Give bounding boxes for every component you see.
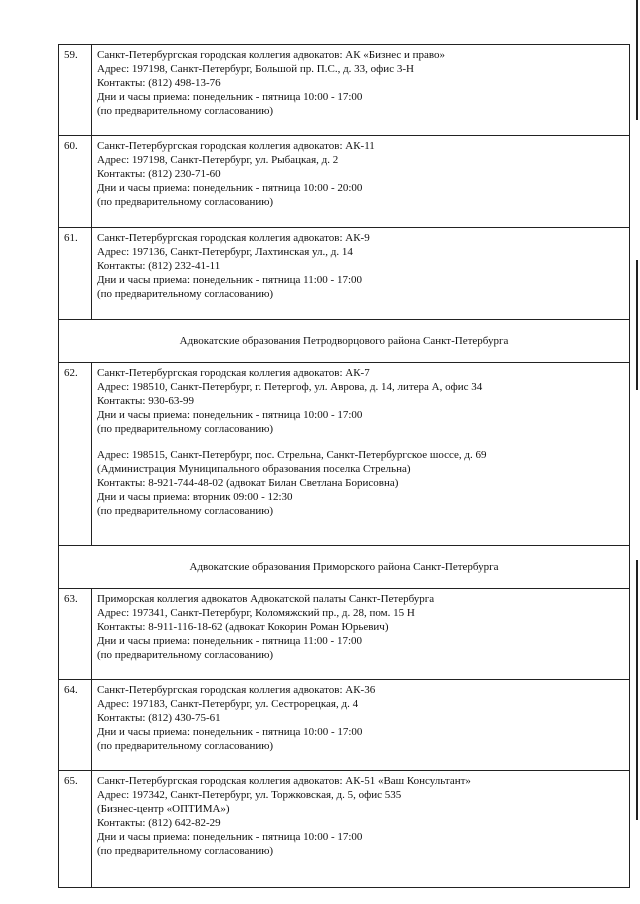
address: Адрес: 197341, Санкт-Петербург, Коломяжский пр., д. 28, пом. 15 Н: [97, 607, 415, 619]
entry-row-65: [59, 771, 629, 888]
hours-2: Дни и часы приема: вторник 09:00 - 12:30: [97, 491, 293, 503]
org-name: Приморская коллегия адвокатов Адвокатской палаты Санкт-Петербурга: [97, 593, 435, 605]
hours: Дни и часы приема: понедельник - пятница 11:00 - 17:00: [97, 274, 363, 286]
contacts: Контакты: (812) 642-82-29: [97, 817, 221, 829]
spacer: [97, 436, 623, 448]
entry-number: 62.: [59, 363, 92, 545]
contacts: Контакты: 930-63-99: [97, 395, 195, 407]
entry-body: [97, 592, 623, 662]
entry-number: 59.: [59, 45, 92, 135]
contacts: Контакты: 8-911-116-18-62 (адвокат Кокорин Роман Юрьевич): [97, 621, 389, 633]
scan-edge-mark: [636, 260, 638, 390]
entry-number: 61.: [59, 228, 92, 319]
entry-body: [97, 231, 623, 301]
entry-number: 64.: [59, 680, 92, 770]
section-title: Адвокатские образования Приморского района Санкт-Петербурга: [189, 561, 499, 573]
entry-row-64: [59, 680, 629, 771]
org-name: Санкт-Петербургская городская коллегия адвокатов: АК-11: [97, 140, 375, 152]
hours: Дни и часы приема: понедельник - пятница 10:00 - 20:00: [97, 182, 363, 194]
hours: Дни и часы приема: понедельник - пятница 11:00 - 17:00: [97, 635, 363, 647]
note: (по предварительному согласованию): [97, 649, 274, 661]
entry-row-63: [59, 589, 629, 680]
entry-row-61: [59, 228, 629, 320]
scan-edge-mark: [636, 0, 638, 120]
contacts: Контакты: (812) 498-13-76: [97, 77, 221, 89]
address-detail: (Бизнес-центр «ОПТИМА»): [97, 803, 230, 815]
entry-row-59: [59, 45, 629, 136]
note: (по предварительному согласованию): [97, 196, 274, 208]
note: (по предварительному согласованию): [97, 288, 274, 300]
address-2-detail: (Администрация Муниципального образования поселка Стрельна): [97, 463, 411, 475]
address: Адрес: 197183, Санкт-Петербург, ул. Сестрорецкая, д. 4: [97, 698, 359, 710]
address-2: Адрес: 198515, Санкт-Петербург, пос. Стрельна, Санкт-Петербургское шоссе, д. 69: [97, 449, 487, 461]
section-header-row: [59, 546, 629, 589]
scan-edge-mark: [636, 560, 638, 820]
address: Адрес: 198510, Санкт-Петербург, г. Петергоф, ул. Аврова, д. 14, литера А, офис 34: [97, 381, 483, 393]
org-name: Санкт-Петербургская городская коллегия адвокатов: АК-36: [97, 684, 376, 696]
org-name: Санкт-Петербургская городская коллегия адвокатов: АК-7: [97, 367, 370, 379]
address: Адрес: 197198, Санкт-Петербург, Большой пр. П.С., д. 33, офис 3-Н: [97, 63, 414, 75]
address: Адрес: 197198, Санкт-Петербург, ул. Рыбацкая, д. 2: [97, 154, 339, 166]
entry-row-62: [59, 363, 629, 546]
note: (по предварительному согласованию): [97, 740, 274, 752]
entry-body: [97, 48, 623, 118]
hours: Дни и часы приема: понедельник - пятница 10:00 - 17:00: [97, 831, 363, 843]
entry-body: [97, 774, 623, 858]
section-header-row: [59, 320, 629, 363]
entry-body: [97, 139, 623, 209]
entry-body: [97, 366, 623, 518]
section-title: Адвокатские образования Петродворцового района Санкт-Петербурга: [179, 335, 509, 347]
contacts: Контакты: (812) 232-41-11: [97, 260, 221, 272]
directory-table: [58, 44, 630, 888]
note: (по предварительному согласованию): [97, 105, 274, 117]
contacts: Контакты: (812) 230-71-60: [97, 168, 221, 180]
entry-number: 65.: [59, 771, 92, 888]
note-2: (по предварительному согласованию): [97, 505, 274, 517]
entry-number: 60.: [59, 136, 92, 227]
contacts: Контакты: (812) 430-75-61: [97, 712, 221, 724]
address: Адрес: 197342, Санкт-Петербург, ул. Торжковская, д. 5, офис 535: [97, 789, 402, 801]
contacts-2: Контакты: 8-921-744-48-02 (адвокат Билан Светлана Борисовна): [97, 477, 399, 489]
entry-number: 63.: [59, 589, 92, 679]
entry-row-60: [59, 136, 629, 228]
note: (по предварительному согласованию): [97, 845, 274, 857]
hours: Дни и часы приема: понедельник - пятница 10:00 - 17:00: [97, 91, 363, 103]
hours: Дни и часы приема: понедельник - пятница 10:00 - 17:00: [97, 726, 363, 738]
org-name: Санкт-Петербургская городская коллегия адвокатов: АК «Бизнес и право»: [97, 49, 446, 61]
entry-body: [97, 683, 623, 753]
org-name: Санкт-Петербургская городская коллегия адвокатов: АК-9: [97, 232, 370, 244]
hours: Дни и часы приема: понедельник - пятница 10:00 - 17:00: [97, 409, 363, 421]
note: (по предварительному согласованию): [97, 423, 274, 435]
address: Адрес: 197136, Санкт-Петербург, Лахтинская ул., д. 14: [97, 246, 353, 258]
org-name: Санкт-Петербургская городская коллегия адвокатов: АК-51 «Ваш Консультант»: [97, 775, 471, 787]
